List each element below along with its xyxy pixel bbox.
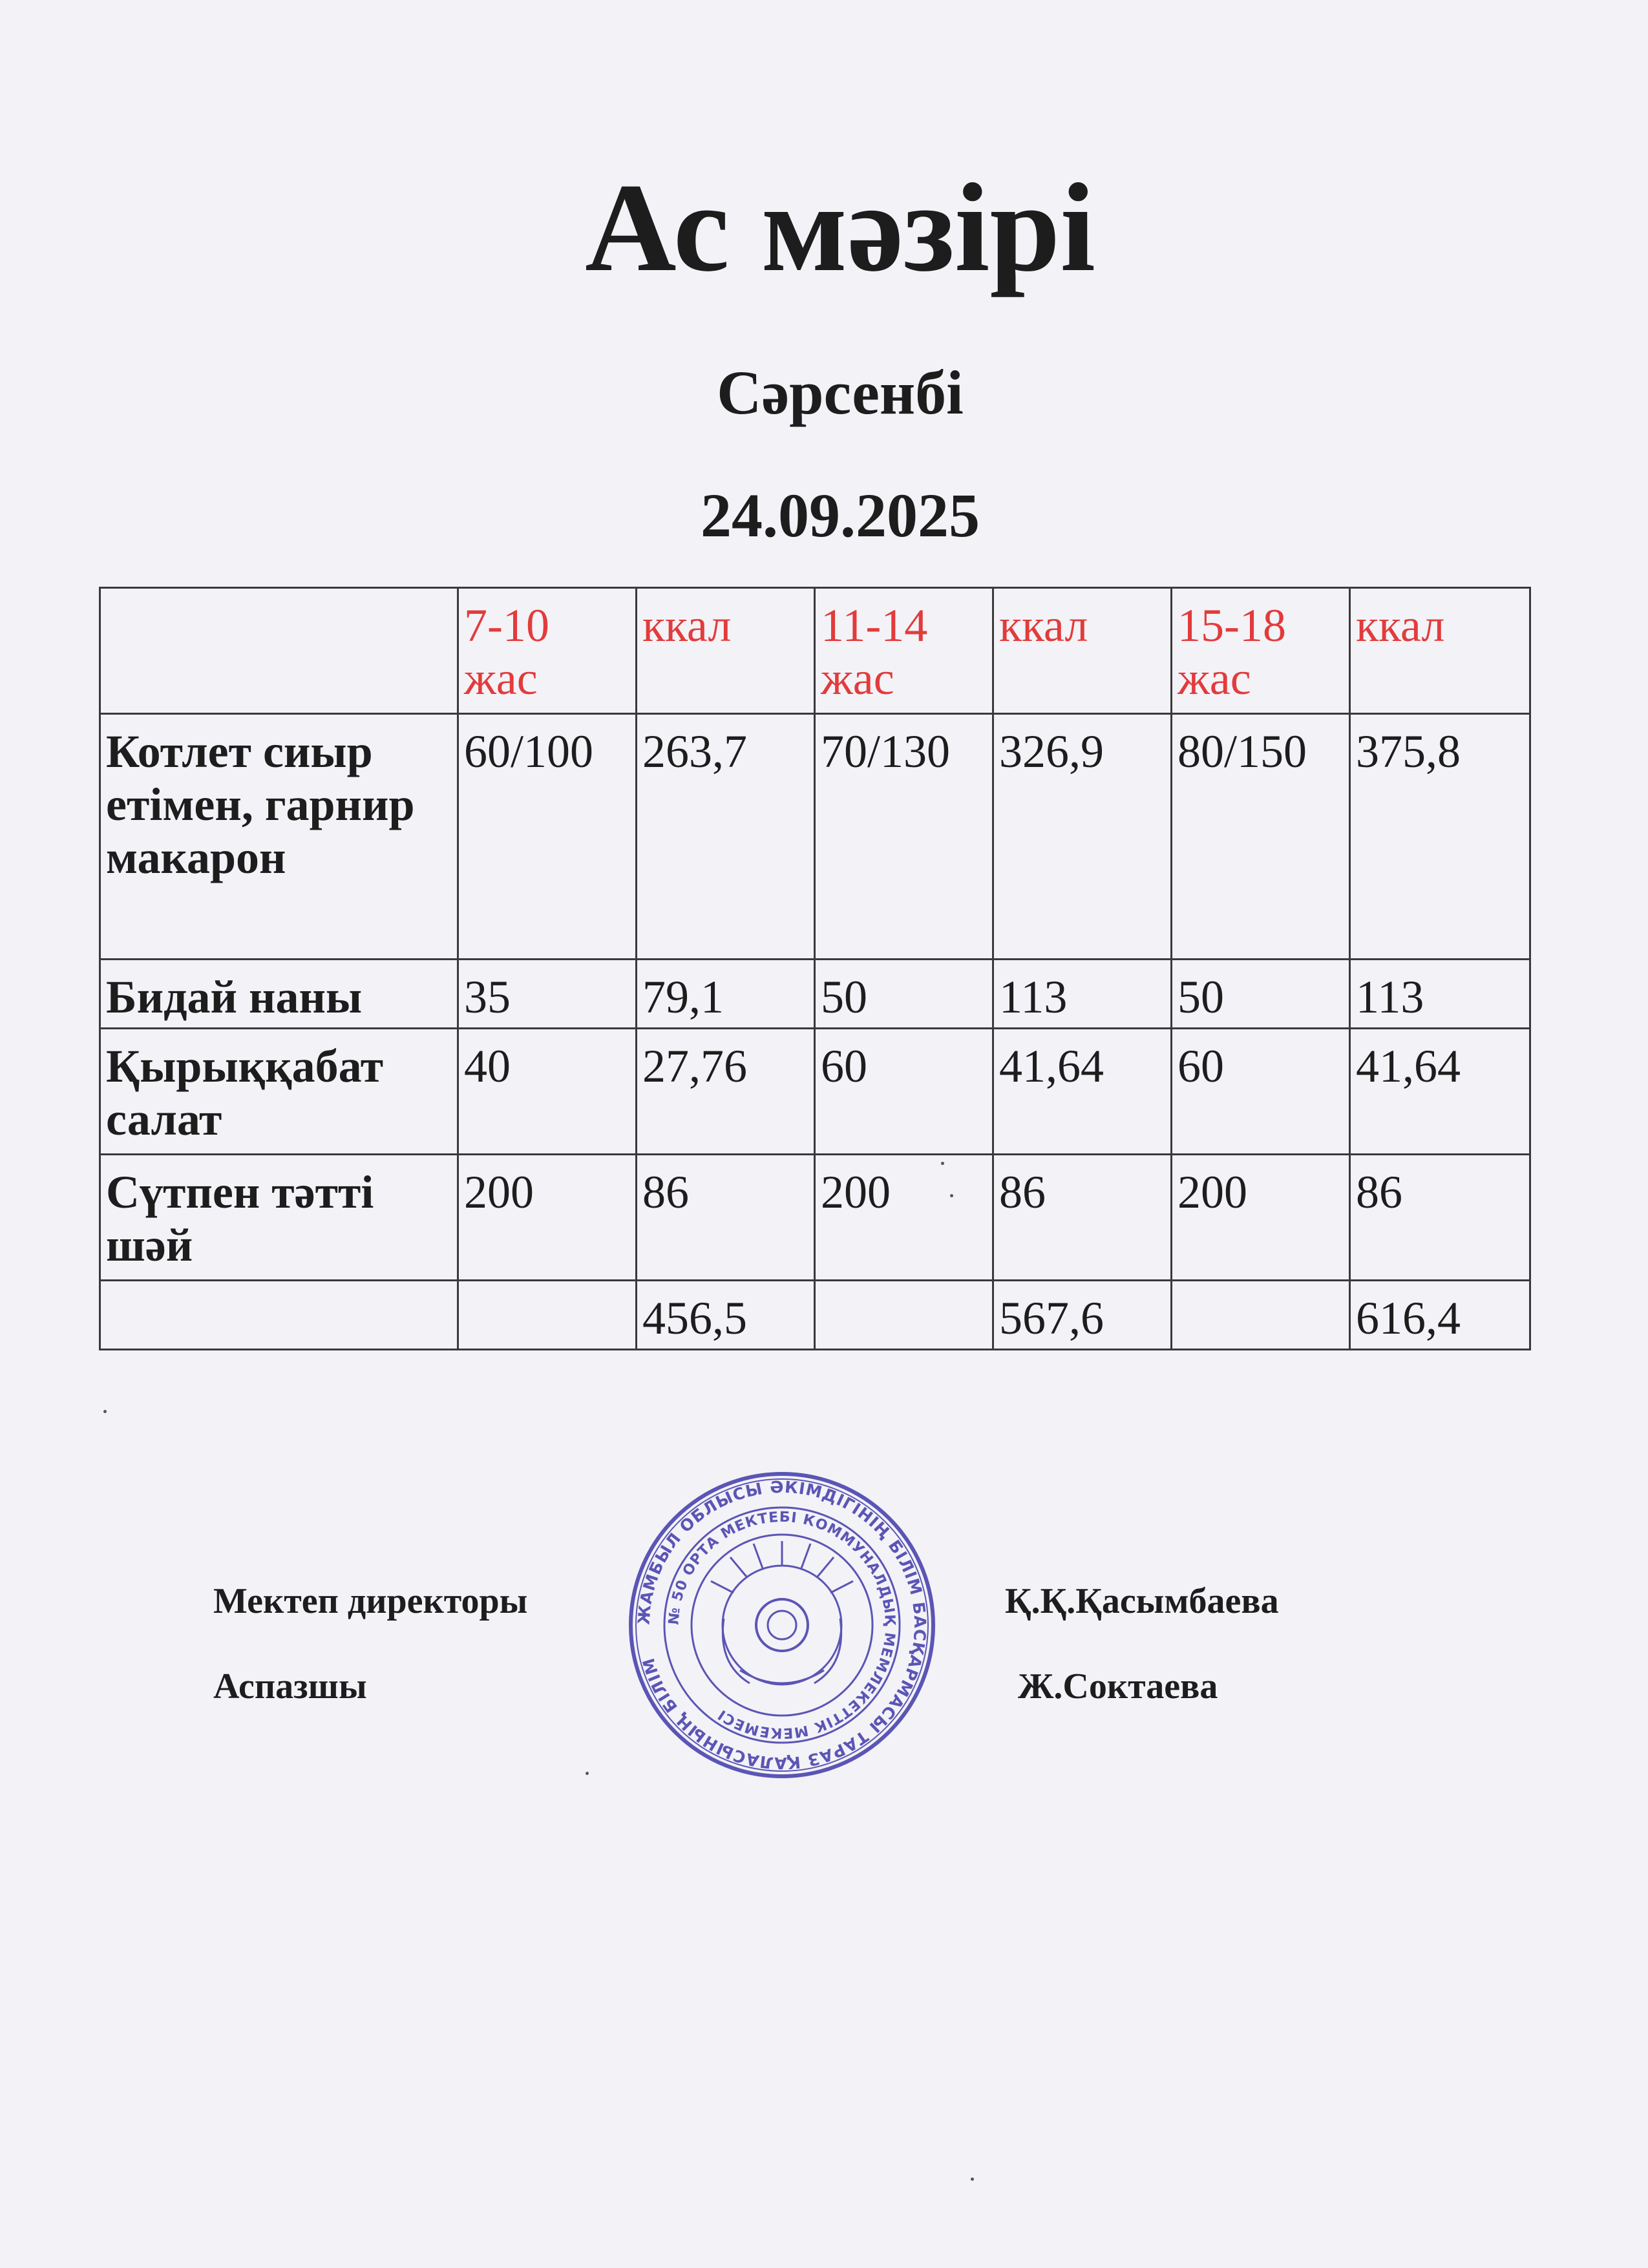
director-role: Мектеп директоры <box>213 1581 528 1621</box>
kcal-15-18: 86 <box>1350 1155 1530 1281</box>
total-kcal-11-14: 567,6 <box>993 1281 1172 1350</box>
stamp-inner-text: № 50 ОРТА МЕКТЕБІ КОММУНАЛДЫҚ МЕМЛЕКЕТТІК МЕКЕМЕСІ <box>666 1509 898 1741</box>
dish-name: Қырыққабат салат <box>100 1029 458 1155</box>
portion-15-18: 200 <box>1172 1155 1350 1281</box>
portion-15-18: 80/150 <box>1172 714 1350 960</box>
official-stamp-seal <box>627 1470 937 1780</box>
header-kcal-3: ккал <box>1350 588 1530 714</box>
page-title: Ас мәзірі <box>585 158 1095 298</box>
portion-11-14: 60 <box>815 1029 993 1155</box>
cook-role: Аспазшы <box>213 1666 367 1706</box>
paper-speck <box>941 1162 944 1165</box>
stamp-outer-text: ЖАМБЫЛ ОБЛЫСЫ ӘКІМДІГІНІҢ БІЛІМ БАСҚАРМАСЫ ТАРАЗ ҚАЛАСЫНЫҢ БІЛІМ <box>634 1477 930 1773</box>
day-of-week: Сәрсенбі <box>717 358 964 427</box>
portion-15-18: 60 <box>1172 1029 1350 1155</box>
header-kcal-1: ккал <box>637 588 815 714</box>
dish-name: Сүтпен тәтті шәй <box>100 1155 458 1281</box>
kcal-7-10: 86 <box>637 1155 815 1281</box>
kcal-15-18: 375,8 <box>1350 714 1530 960</box>
kcal-15-18: 41,64 <box>1350 1029 1530 1155</box>
director-name: Қ.Қ.Қасымбаева <box>1005 1581 1279 1621</box>
header-age-15-18: 15-18 жас <box>1172 588 1350 714</box>
kcal-7-10: 263,7 <box>637 714 815 960</box>
dish-name: Бидай наны <box>100 960 458 1029</box>
kcal-11-14: 326,9 <box>993 714 1172 960</box>
portion-11-14: 200 <box>815 1155 993 1281</box>
paper-speck <box>950 1194 953 1197</box>
portion-11-14: 70/130 <box>815 714 993 960</box>
dish-name: Котлет сиыр етімен, гарнир макарон <box>100 714 458 960</box>
total-kcal-7-10: 456,5 <box>637 1281 815 1350</box>
kcal-11-14: 86 <box>993 1155 1172 1281</box>
portion-7-10: 60/100 <box>458 714 637 960</box>
total-kcal-15-18: 616,4 <box>1350 1281 1530 1350</box>
paper-speck <box>103 1410 107 1413</box>
portion-11-14: 50 <box>815 960 993 1029</box>
header-age-11-14: 11-14 жас <box>815 588 993 714</box>
header-age-7-10: 7-10 жас <box>458 588 637 714</box>
kcal-11-14: 113 <box>993 960 1172 1029</box>
paper-speck <box>586 1772 589 1775</box>
kcal-7-10: 27,76 <box>637 1029 815 1155</box>
menu-date: 24.09.2025 <box>701 481 980 550</box>
portion-7-10: 200 <box>458 1155 637 1281</box>
portion-15-18: 50 <box>1172 960 1350 1029</box>
paper-speck <box>971 2178 974 2181</box>
portion-7-10: 35 <box>458 960 637 1029</box>
kcal-15-18: 113 <box>1350 960 1530 1029</box>
cook-name: Ж.Соктаева <box>1018 1666 1218 1706</box>
portion-7-10: 40 <box>458 1029 637 1155</box>
header-kcal-2: ккал <box>993 588 1172 714</box>
kcal-7-10: 79,1 <box>637 960 815 1029</box>
kcal-11-14: 41,64 <box>993 1029 1172 1155</box>
